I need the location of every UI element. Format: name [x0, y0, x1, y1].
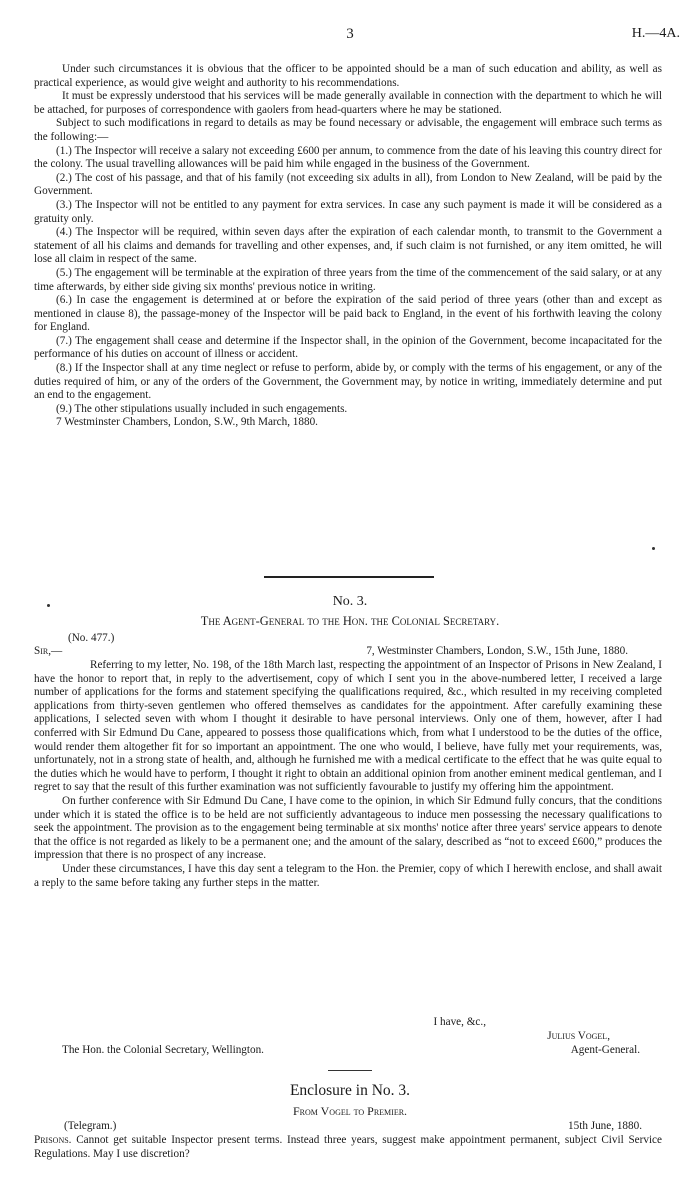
letter-subtitle: The Agent-General to the Hon. the Colonial Secretary. — [200, 614, 500, 628]
section-divider — [264, 576, 434, 578]
signatory: Julius Vogel, — [547, 1030, 610, 1042]
document-reference: H.—4A. — [631, 26, 680, 41]
paragraph: Under these circumstances, I have this day sent a telegram to the Hon. the Premier, copy of which I herewith enclose, and shall await a reply to the same before taking any further steps in the matter. — [34, 862, 662, 889]
enclosure-subtitle: From Vogel to Premier. — [292, 1104, 408, 1118]
salutation-line — [34, 645, 662, 659]
clause-1: (1.) The Inspector will receive a salary not exceeding £600 per annum, to commence from the date of his leaving this country direct for the colony. The usual travelling allowances will be paid him while engaged in the business of the Government. — [34, 144, 662, 171]
page-number: 3 — [346, 26, 354, 42]
paragraph: Under such circumstances it is obvious that the officer to be appointed should be a man of such education and ability, as well as practical experience, as would give weight and authority to his recommendations. — [34, 63, 662, 89]
letter-number-heading: No. 3. — [332, 594, 368, 609]
short-rule — [328, 1070, 372, 1071]
telegram-line — [34, 1120, 662, 1134]
clause-8: (8.) If the Inspector shall at any time neglect or refuse to perform, abide by, or comply with the terms of his engagement, or any of the duties required of him, or any of the orders of the Government, the Government may, by notice in writing, immediately determine and put an end to the engagement. — [34, 362, 662, 402]
dateline: 7 Westminster Chambers, London, S.W., 9th March, 1880. — [56, 416, 318, 429]
telegram-text: Cannot get suitable Inspector present terms. Instead three years, suggest make appointment permanent, subject Civil Service Regulations. May I use discretion? — [34, 1134, 662, 1160]
clause-3: (3.) The Inspector will not be entitled to any payment for extra services. In case any such payment is made it will be considered as a gratuity only. — [34, 198, 662, 225]
addressee: The Hon. the Colonial Secretary, Wellington. — [62, 1044, 264, 1056]
ink-speck — [652, 547, 655, 550]
page-header — [0, 26, 700, 46]
paragraph: It must be expressly understood that his services will be made generally available in connection with the department to which he will be attached, for purposes of correspondence with gaolers from head-quarters where he may be stationed. — [34, 90, 662, 116]
clause-2: (2.) The cost of his passage, and that of his family (not exceeding six adults in all), from London to New Zealand, will be paid by the Government. — [34, 171, 662, 198]
clause-4: (4.) The Inspector will be required, within seven days after the expiration of each calendar month, to transmit to the Government a statement of all his claims and demands for travelling and other expenses, and, if such claim is not furnished, or any item omitted, he will lose all claim in respect of the same. — [34, 226, 662, 266]
enclosure-heading: Enclosure in No. 3. — [289, 1082, 411, 1099]
signatory-title: Agent-General. — [570, 1044, 640, 1056]
inspector-terms-section — [34, 63, 662, 430]
signature-line — [34, 1030, 662, 1044]
addressee-line — [34, 1044, 662, 1058]
telegram-date: 15th June, 1880. — [568, 1120, 642, 1132]
clause-5: (5.) The engagement will be terminable at the expiration of three years from the time of the commencement of the said salary, or at any time afterwards, by either side giving six months' previous notice in writing. — [34, 266, 662, 293]
salutation: Sir,— — [34, 645, 63, 657]
clause-6: (6.) In case the engagement is determined at or before the expiration of the said period of three years (other than and except as mentioned in clause 8), the passage-money of the Inspector will be paid back to England, in the event of his forthwith leaving the colony for England. — [34, 294, 662, 334]
paragraph: Subject to such modifications in regard to details as may be found necessary or advisable, the engagement will embrace such terms as the following:— — [34, 117, 662, 143]
letter-address: 7, Westminster Chambers, London, S.W., 15th June, 1880. — [366, 645, 628, 657]
clause-7: (7.) The engagement shall cease and determine if the Inspector shall, in the opinion of the Government, become incapacitated for the performance of his duties on account of illness or accident. — [34, 334, 662, 361]
clause-9: (9.) The other stipulations usually included in such engagements. — [56, 402, 348, 415]
closing-line — [34, 1016, 662, 1030]
telegram-subject: Prisons. — [34, 1134, 72, 1146]
paragraph: On further conference with Sir Edmund Du Cane, I have come to the opinion, in which Sir Edmund fully concurs, that the conditions under which it is stated the office is to be held are not sufficiently advantageous to induce men possessing the necessary qualifications to seek the appointment. The provision as to the engagement being terminable at six months' notice after three years' service appears to denote that the office is not regarded as likely to be a permanent one; and the amount of the salary, described as “not to exceed £600,” produces the impression that there is no prospect of any increase. — [34, 794, 662, 862]
paragraph: Referring to my letter, No. 198, of the 18th March last, respecting the appointment of an Inspector of Prisons in New Zealand, I have the honor to report that, in reply to the advertisement, copy of which I sent you in the above-numbered letter, I received a large number of applications for the forms and statement specifying the qualifications required, &c., which resulted in my receiving completed applications from thirty-seven gentlemen who offered themselves as candidates for the appointment. After carefully examining these applications, I selected seven with whom I thought it desirable to have personal interviews. Only one of them, however, after I had conferred with Sir Edmund Du Cane, appeared to possess those qualifications which, from what I understood to be the duties of the office, would render them altogether fit for so important an appointment. The one who would, I believe, have fully met your requirements, was, unfortunately, not in a strong state of health, and, although he furnished me with a medical certificate to the effect that he was quite equal to the duties which he would have to perform, I thought it right to obtain an additional opinion from another eminent medical gentleman, and I regret to say that the result of this further examination was not sufficiently favourable to justify my offering him the appointment. — [34, 659, 662, 794]
letter-reference-number: (No. 477.) — [68, 632, 115, 644]
letter-body — [34, 659, 662, 890]
letter-closing: I have, &c., — [433, 1016, 486, 1028]
telegram-label: (Telegram.) — [64, 1120, 117, 1132]
telegram-body — [34, 1134, 662, 1161]
